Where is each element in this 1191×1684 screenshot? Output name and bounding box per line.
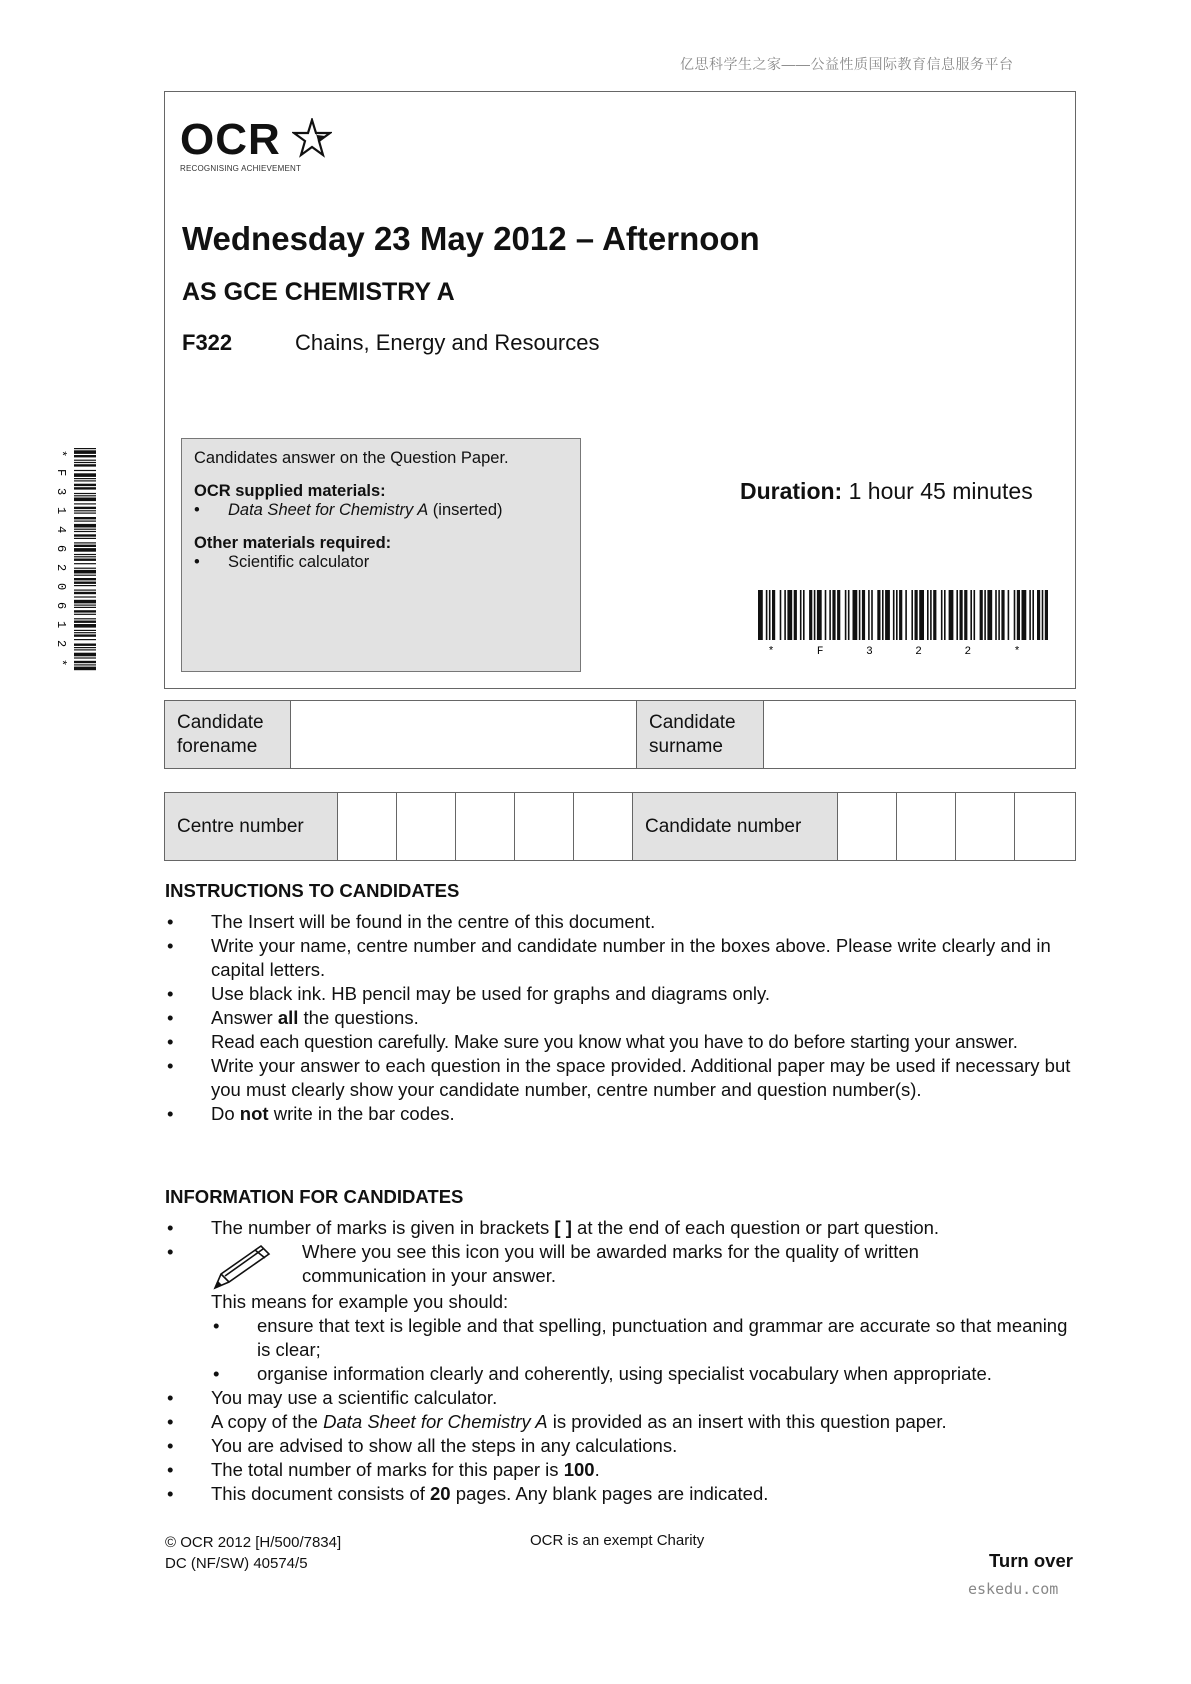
barcode-bar — [780, 590, 782, 640]
supplied-item: • Data Sheet for Chemistry A (inserted) — [194, 501, 568, 520]
barcode-bar — [74, 624, 96, 628]
centre-number-box[interactable] — [455, 793, 514, 860]
barcode-bar — [1032, 590, 1034, 640]
barcode-bar — [766, 590, 768, 640]
centre-number-box[interactable] — [514, 793, 573, 860]
barcode-bar — [1042, 590, 1044, 640]
barcode-bar — [74, 450, 96, 454]
barcode-bar — [74, 464, 96, 466]
barcode-bar — [74, 578, 96, 580]
barcode-bar — [74, 632, 96, 633]
candidate-number-box[interactable] — [1014, 793, 1075, 860]
barcode-bar — [837, 590, 840, 640]
barcode-bar — [803, 590, 805, 640]
barcode-bar — [980, 590, 983, 640]
doc-ref: DC (NF/SW) 40574/5 — [165, 1555, 308, 1572]
barcode-bar — [74, 545, 96, 547]
exam-code: F322 — [182, 330, 233, 355]
list-item: • You are advised to show all the steps in any calculations. — [165, 1434, 1085, 1458]
exam-unit: Chains, Energy and Resources — [295, 330, 600, 355]
barcode-bar — [974, 590, 976, 640]
copyright: © OCR 2012 [H/500/7834] — [165, 1534, 342, 1551]
barcode-bar — [74, 653, 96, 657]
surname-input[interactable] — [763, 701, 1075, 768]
barcode-bar — [74, 610, 96, 612]
barcode-bar — [74, 644, 96, 646]
barcode-bar — [74, 460, 96, 461]
svg-text:* F 3 2 2 *: * F 3 2 2 * — [767, 646, 1039, 656]
list-item: • Do not write in the bar codes. — [165, 1102, 1085, 1126]
barcode-bar — [896, 590, 898, 640]
barcode-bar — [1017, 590, 1020, 640]
svg-text:* F 3 1 4 6 2 0 6 1 2 *: * F 3 1 4 6 2 0 6 1 2 * — [54, 450, 68, 669]
barcode-bar — [74, 559, 96, 561]
barcode-bar — [845, 590, 847, 640]
exam-date: Wednesday 23 May 2012 – Afternoon — [182, 220, 760, 257]
barcode-bar — [970, 590, 972, 640]
barcode-bar — [1014, 590, 1016, 640]
barcode-bar — [74, 554, 96, 555]
watermark-bottom: eskedu.com — [968, 1580, 1059, 1598]
barcode-bar — [885, 590, 890, 640]
barcode-bar — [74, 473, 96, 477]
barcode-bar — [74, 538, 96, 539]
list-item: • ensure that text is legible and that spelling, punctuation and grammar are accurate so that meaning is clear; — [165, 1314, 1085, 1362]
barcode-bar — [859, 590, 861, 640]
list-item: • The total number of marks for this paper is 100. — [165, 1458, 1085, 1482]
barcode-bar — [899, 590, 902, 640]
barcode-bar — [1029, 590, 1031, 640]
barcode-bar — [984, 590, 986, 640]
list-item: • Write your answer to each question in the space provided. Additional paper may be used if necessary but you must clearly show your candidate number, centre number and question number(s). — [165, 1054, 1085, 1102]
barcode-bar — [941, 590, 943, 640]
star-icon — [292, 118, 332, 160]
barcode-bar — [74, 510, 96, 511]
barcode-bar — [74, 657, 96, 658]
barcode-bar — [784, 590, 786, 640]
barcode-bar — [74, 484, 96, 486]
pencil-icon — [209, 1240, 277, 1292]
barcode-bar — [74, 470, 96, 471]
barcode-bar — [74, 600, 96, 604]
barcode-bar — [74, 503, 96, 504]
barcode-bar — [1022, 590, 1027, 640]
barcode-bar — [809, 590, 812, 640]
barcode-bar — [960, 590, 963, 640]
barcode-bar — [74, 647, 96, 648]
barcode-bar — [74, 534, 96, 536]
turn-over: Turn over — [989, 1550, 1073, 1571]
barcode-bar — [933, 590, 936, 640]
list-item: • Answer all the questions. — [165, 1006, 1085, 1030]
barcode-bar — [74, 495, 96, 496]
barcode-bar — [74, 570, 96, 574]
barcode-bar — [74, 542, 96, 543]
barcode-bar — [74, 596, 96, 597]
other-heading: Other materials required: — [194, 534, 392, 552]
barcode-bar — [772, 590, 775, 640]
barcode-bar — [74, 517, 96, 519]
barcode-bar — [956, 590, 958, 640]
centre-number-box[interactable] — [396, 793, 455, 860]
information-heading: INFORMATION FOR CANDIDATES — [165, 1186, 464, 1207]
barcode-bar — [74, 548, 96, 552]
barcode-main — [758, 590, 1048, 656]
barcode-bar — [74, 630, 96, 631]
list-item: • A copy of the Data Sheet for Chemistry A is provided as an insert with this question paper. — [165, 1410, 1085, 1434]
barcode-bar — [74, 462, 96, 463]
barcode-bar — [74, 664, 96, 665]
barcode-bar — [74, 634, 96, 636]
barcode-bar — [74, 592, 96, 594]
barcode-bar — [758, 590, 763, 640]
exam-subject: AS GCE CHEMISTRY A — [182, 278, 455, 306]
barcode-bar — [74, 667, 96, 671]
barcode-bar — [74, 661, 96, 663]
barcode-bar — [868, 590, 870, 640]
centre-number-label: Centre number — [165, 793, 337, 860]
barcode-bar — [1045, 590, 1048, 640]
list-item: • The number of marks is given in brackets [ ] at the end of each question or part question. — [165, 1216, 1085, 1240]
barcode-bar — [74, 521, 96, 522]
barcode-bar — [814, 590, 816, 640]
forename-input[interactable] — [290, 701, 637, 768]
list-item: • The Insert will be found in the centre of this document. — [165, 910, 1085, 934]
centre-number-box[interactable] — [337, 793, 396, 860]
logo-tagline: RECOGNISING ACHIEVEMENT — [180, 164, 302, 173]
barcode-bar — [74, 448, 96, 449]
barcode-bar — [1001, 590, 1004, 640]
candidate-number-box[interactable] — [896, 793, 955, 860]
materials-intro: Candidates answer on the Question Paper. — [194, 449, 509, 467]
barcode-bar — [74, 575, 96, 576]
barcode-bar — [74, 524, 96, 528]
barcode-bar — [74, 605, 96, 606]
barcode-bar — [829, 590, 831, 640]
barcode-bar — [74, 639, 96, 640]
barcode-bar — [882, 590, 884, 640]
barcode-bar — [74, 556, 96, 557]
barcode-bar — [862, 590, 865, 640]
barcode-bar — [949, 590, 954, 640]
list-item: • Where you see this icon you will be awarded marks for the quality of written communication in your answer. — [165, 1240, 1085, 1290]
barcode-bar — [769, 590, 771, 640]
other-item: • Scientific calculator — [194, 553, 568, 572]
barcode-bar — [794, 590, 797, 640]
barcode-bar — [930, 590, 932, 640]
barcode-bar — [877, 590, 880, 640]
materials-box — [181, 438, 581, 672]
barcode-bar — [817, 590, 822, 640]
barcode-bar — [74, 614, 96, 615]
charity-note: OCR is an exempt Charity — [530, 1532, 705, 1549]
barcode-bar — [919, 590, 924, 640]
barcode-bar — [74, 590, 96, 591]
barcode-bar — [832, 590, 835, 640]
qwc-means: This means for example you should: — [211, 1291, 509, 1312]
barcode-bar — [987, 590, 992, 640]
logo-text: OCR — [180, 115, 281, 164]
barcode-bar — [964, 590, 967, 640]
centre-number-box[interactable] — [573, 793, 632, 860]
barcode-bar — [905, 590, 907, 640]
barcode-bar — [893, 590, 895, 640]
barcode-bar — [74, 507, 96, 509]
barcode-bar — [74, 582, 96, 584]
instructions-heading: INSTRUCTIONS TO CANDIDATES — [165, 880, 460, 901]
footer-left — [165, 1532, 341, 1574]
barcode-bar — [787, 590, 792, 640]
barcode-side — [54, 448, 98, 674]
barcode-bar — [74, 487, 96, 489]
barcode-bar — [74, 568, 96, 569]
supplied-heading: OCR supplied materials: — [194, 482, 386, 500]
barcode-bar — [74, 563, 96, 564]
list-item: • Use black ink. HB pencil may be used for graphs and diagrams only. — [165, 982, 1085, 1006]
forename-label: Candidate forename — [165, 701, 290, 768]
barcode-bar — [74, 498, 96, 502]
barcode-bar — [848, 590, 850, 640]
barcode-bar — [995, 590, 997, 640]
barcode-bar — [74, 585, 96, 586]
information-list — [165, 1216, 1085, 1506]
barcode-bar — [871, 590, 873, 640]
candidate-name-table — [164, 700, 1076, 769]
barcode-bar — [74, 455, 96, 457]
barcode-bar — [927, 590, 929, 640]
barcode-bar — [853, 590, 858, 640]
instructions-list — [165, 910, 1085, 1126]
barcode-bar — [74, 493, 96, 494]
barcode-bar — [800, 590, 802, 640]
candidate-number-box[interactable] — [837, 793, 896, 860]
barcode-bar — [74, 478, 96, 479]
surname-label: Candidate surname — [637, 701, 763, 768]
candidate-number-label: Candidate number — [632, 793, 837, 860]
list-item: • organise information clearly and coherently, using specialist vocabulary when appropriate. — [165, 1362, 1085, 1386]
barcode-bar — [74, 618, 96, 619]
barcode-bar — [74, 529, 96, 530]
watermark-top: 亿思科学生之家——公益性质国际教育信息服务平台 — [680, 56, 1014, 72]
barcode-bar — [1008, 590, 1010, 640]
barcode-bar — [825, 590, 827, 640]
barcode-bar — [911, 590, 913, 640]
barcode-bar — [944, 590, 946, 640]
list-item: • Read each question carefully. Make sure you know what you have to do before starting your answer. — [165, 1030, 1085, 1054]
barcode-bar — [74, 513, 96, 514]
barcode-bar — [74, 531, 96, 532]
barcode-bar — [74, 480, 96, 481]
candidate-number-box[interactable] — [955, 793, 1014, 860]
barcode-bar — [915, 590, 918, 640]
barcode-bar — [74, 649, 96, 650]
list-item: • You may use a scientific calculator. — [165, 1386, 1085, 1410]
list-item: • This document consists of 20 pages. Any blank pages are indicated. — [165, 1482, 1085, 1506]
barcode-bar — [74, 621, 96, 623]
duration: Duration: 1 hour 45 minutes — [740, 478, 1033, 504]
barcode-bar — [74, 607, 96, 608]
barcode-bar — [998, 590, 1000, 640]
candidate-number-table — [164, 792, 1076, 861]
list-item: • Write your name, centre number and candidate number in the boxes above. Please write clearly and in capital letters. — [165, 934, 1085, 982]
barcode-bar — [1037, 590, 1040, 640]
